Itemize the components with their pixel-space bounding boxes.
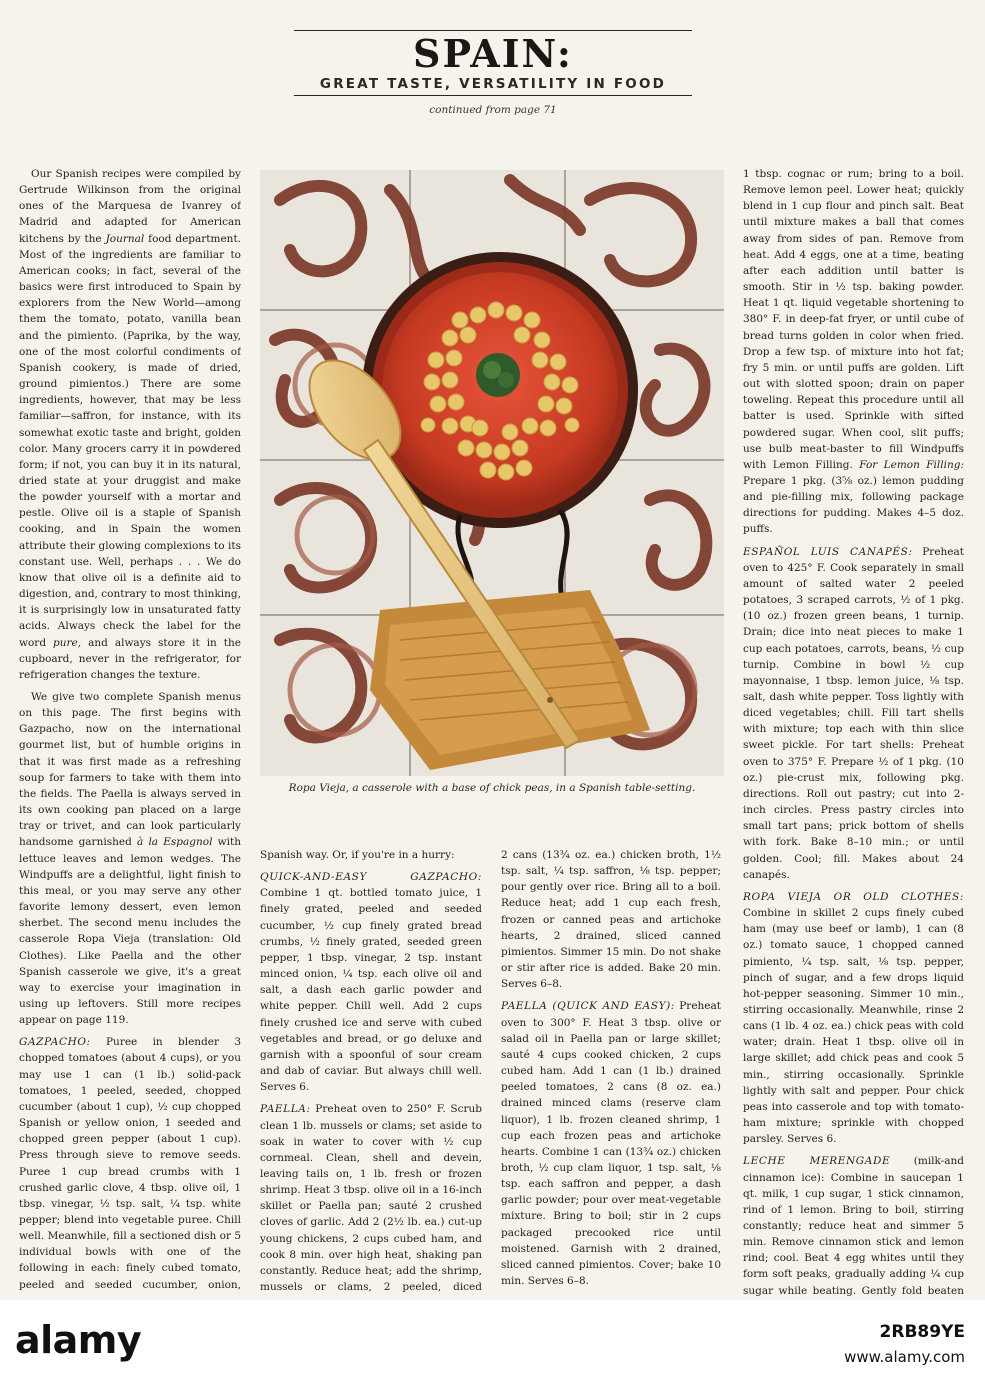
page-title: SPAIN: <box>413 31 573 76</box>
recipe-bunuelos <box>501 1295 721 1297</box>
alamy-logo: alamy <box>15 1318 142 1362</box>
continued-note: continued from page 71 <box>429 104 557 116</box>
menus-paragraph: We give two complete Spanish menus on this page. The first begins with Gazpacho, now on the international gourmet list, but of humble origins in that it was first made as a refreshing soup for farmers to take with them into the fields. The Paella is always served in its own cooking pan placed on a large tray or trivet, and can look particularly handsome garnished à la Espagnol with lettuce leaves and lemon wedges. The Windpuffs are a delightful, light finish to this meal, or you may serve any other favorite lemony dessert, even lemon sherbet. The second menu includes the casserole Ropa Vieja (translation: Old Clothes). Like Paella and the other Spanish casserole we give, it's a great way to exercise your imagination in using up leftovers. Still more recipes appear on page 119. <box>19 691 241 1027</box>
recipe-heading: PAELLA: <box>260 1103 311 1116</box>
recipe-paella-quick: PAELLA (QUICK AND EASY): Preheat oven to 300° F. Heat 3 tbsp. olive or salad oil in Paella pan or large skillet; sauté 4 cups cooked chicken, 2 cups cubed ham. Add 1 can (1 lb.) drained peeled tomatoes, 2 cans (8 oz. ea.) drained minced clams (reserve clam liquor), 1 lb. frozen cleaned shrimp, 1 cup each frozen peas and artichoke hearts. Combine 1 can (13¾ oz.) chicken broth, ½ cup clam liquor, 1 tsp. salt, ⅛ tsp. each saffron and pepper, a dash garlic powder; pour over meat-vegetable mixture. Bring to boil; stir in 2 cups packaged precooked rice until moistened. Garnish with 2 drained, sliced canned pimientos. Cover; bake 10 min. Serves 6–8. <box>501 1000 721 1288</box>
recipe-canapes: ESPAÑOL LUIS CANAPÉS: Preheat oven to 425° F. Cook separately in small amount of salted water 2 peeled potatoes, 3 scraped carrots, ½ of 1 pkg. (10 oz.) frozen green beans, 1 turnip. Drain; dice into neat pieces to make 1 cup each potatoes, carrots, beans, ½ cup turnip. Combine in bowl ½ cup mayonnaise, 1 tbsp. lemon juice, ⅛ tsp. salt, dash white pepper. Toss lightly with diced vegetables; chill. Fill tart shells with mixture; top each with thin slice sweet pickle. For tart shells: Preheat oven to 375° F. Prepare ½ of 1 pkg. (10 oz.) pie-crust mix, following pkg. directions. Roll out pastry; cut into 2-inch circles. Press pastry circles into small tart pans; prick bottom of shells with fork. Bake 8–10 min.; or until golden. Cool; fill. Makes about 24 canapés. <box>743 545 964 881</box>
recipe-heading: QUICK-AND-EASY GAZPACHO: <box>260 871 482 884</box>
recipe-heading: ROPA VIEJA OR OLD CLOTHES: <box>743 890 964 903</box>
recipe-gazpacho: GAZPACHO: Puree in blender 3 chopped tomatoes (about 4 cups), or you may use 1 can (1 lb.) solid-pack tomatoes, 1 peeled, seeded, chopped cucumber (about 1 cup), ½ cup chopped Spanish or yellow onion, 1 seeded and chopped green pepper (about 1 cup). Press through sieve to remove seeds. Puree 1 cup bread crumbs with 1 crushed garlic clove, 4 tbsp. olive oil, 1 tbsp. vinegar, ½ tsp. salt, ¼ tsp. white pepper; blend into vegetable puree. Chill well. Meanwhile, fill a sectioned dish or 5 individual bowls with one of the following in each: finely cubed tomato, peeled and seeded cucumber, onion, <box>19 1036 241 1291</box>
recipe-heading: LECHE MERENGADE <box>743 1155 891 1168</box>
recipe-ropa-vieja: ROPA VIEJA OR OLD CLOTHES: Combine in skillet 2 cups finely cubed ham (may use beef or lamb), 1 can (8 oz.) tomato sauce, 1 chopped canned pimiento, ¼ tsp. salt, ⅛ tsp. pepper, pinch of sugar, and a few drops liquid hot-pepper seasoning. Simmer 10 min., stirring occasionally. Meanwhile, rinse 2 cans (1 lb. 4 oz. ea.) chick peas with cold water; drain. Heat 1 tbsp. olive oil in large skillet; add chick peas and cook 5 min., stirring occasionally. Sprinkle lightly with salt and pepper. Pour chick peas into casserole and top with tomato-ham mixture; sprinkle with chopped parsley. Serves 6. <box>743 890 964 1146</box>
column-3 <box>501 847 721 1297</box>
column-4-lead: 1 tbsp. cognac or rum; bring to a boil. Remove lemon peel. Lower heat; quickly blend in 1 cup flour and pinch salt. Beat until mixture makes a ball that comes away from sides of pan. Remove from heat. Add 4 eggs, one at a time, beating after each addition until batter is smooth. Stir in ½ tsp. baking powder. Heat 1 qt. liquid vegetable shortening to 380° F. in deep-fat fryer, or until cube of bread turns golden in color when fried. Drop a few tsp. of mixture into hot fat; fry 5 min. or until puffs are golden. Lift out with slotted spoon; drain on paper toweling. Repeat this procedure until all batter is used. Sprinkle with sifted powdered sugar. When cool, slit puffs; use bulb meat-baster to fill Windpuffs with Lemon Filling. For Lemon Filling: Prepare 1 pkg. (3⅝ oz.) lemon pudding and pie-filling mix, following package directions for pudding. Makes 4–5 doz. puffs. <box>743 168 964 536</box>
recipe-leche-merengade: LECHE MERENGADE (milk-and cinnamon ice): Combine in saucepan 1 qt. milk, 1 cup sugar, 1 stick cinnamon, rind of 1 lemon. Bring to boil, stirring constantly; reduce heat and simmer 5 min. Remove cinnamon stick and lemon rind; cool. Beat 4 egg whites until they form soft peaks, gradually adding ¼ cup sugar while beating. Gently fold beaten <box>743 1155 964 1296</box>
page-subtitle: GREAT TASTE, VERSATILITY IN FOOD <box>319 76 667 92</box>
recipe-heading: GAZPACHO: <box>19 1036 91 1049</box>
recipe-quick-gazpacho: QUICK-AND-EASY GAZPACHO: Combine 1 qt. bottled tomato juice, 1 finely grated, peeled and seeded cucumber, ½ cup finely grated bread crumbs, ½ finely grated, seeded green pepper, 1 tbsp. vinegar, 2 tsp. instant minced onion, ¼ tsp. each olive oil and salt, a dash each garlic powder and white pepper. Chill well. Add 2 cups finely crushed ice and serve with cubed vegetables and bread, or go deluxe and garnish with a spoonful of sour cream and dab of caviar. But always chill well. Serves 6. <box>260 871 482 1094</box>
masthead <box>294 30 692 96</box>
stock-footer <box>0 1300 985 1390</box>
column-2 <box>260 847 482 1297</box>
recipe-paella: PAELLA: Preheat oven to 250° F. Scrub clean 1 lb. mussels or clams; set aside to soak in water to cover with ½ cup cornmeal. Clean, shell and devein, leaving tails on, 1 lb. fresh or frozen shrimp. Heat 3 tbsp. olive oil in a 16-inch skillet or Paella pan; sauté 2 crushed cloves of garlic. Add 2 (2½ lb. ea.) cut-up young chickens, 2 cups cubed ham, and cook 8 min. over high heat, shaking pan constantly. Reduce heat; add the shrimp, mussels or clams, 2 peeled, diced <box>260 1103 482 1294</box>
ropa-vieja-photo <box>260 170 724 776</box>
column-3-lead: 2 cans (13¾ oz. ea.) chicken broth, 1½ tsp. salt, ¼ tsp. saffron, ⅛ tsp. pepper; pour gently over rice. Bring all to a boil. Reduce heat; add 1 cup each fresh, frozen or canned peas and artichoke hearts, 2 drained, sliced canned pimientos. Simmer 15 min. Do not shake or stir after rice is added. Bake 20 min. Serves 6–8. <box>501 849 721 991</box>
column-2-lead: Spanish way. Or, if you're in a hurry: <box>260 849 455 861</box>
recipe-heading: ESPAÑOL LUIS CANAPÉS: <box>743 545 913 558</box>
photo-illustration <box>260 170 724 776</box>
photo-caption: Ropa Vieja, a casserole with a base of chick peas, in a Spanish table-setting. <box>288 782 696 794</box>
column-1 <box>19 166 241 1296</box>
intro-paragraph: Our Spanish recipes were compiled by Gertrude Wilkinson from the original ones of the Marquesa de Ivanrey of Madrid and adapted for American kitchens by the Journal food department. Most of the ingredients are familiar to American cooks; in fact, several of the basics were first introduced to Spain by explorers from the New World—among them the tomato, potato, vanilla bean and the pimiento. (Paprika, by the way, one of the most colorful condiments of Spanish cookery, is made of dried, ground pimientos.) There are some ingredients, however, that may be less familiar—saffron, for instance, with its somewhat exotic taste and bright, golden color. Many grocers carry it in powdered form; if not, you can buy it in its natural, dried state at your druggist and make the powder yourself with a mortar and pestle. Olive oil is a staple of Spanish cooking, and in Spain the women attribute their glowing complexions to its constant use. Well, perhaps . . . We do know that olive oil is a definite aid to digestion, and, contrary to most thinking, it is surprisingly low in unsaturated fatty acids. Always check the label for the word pure, and always store it in the cupboard, never in the refrigerator, for refrigeration changes the texture. <box>19 168 241 681</box>
image-id: 2RB89YE <box>879 1322 965 1342</box>
site-url[interactable]: www.alamy.com <box>844 1348 965 1366</box>
recipe-heading: PAELLA (QUICK AND EASY): <box>501 1000 675 1013</box>
column-4 <box>743 166 964 1296</box>
